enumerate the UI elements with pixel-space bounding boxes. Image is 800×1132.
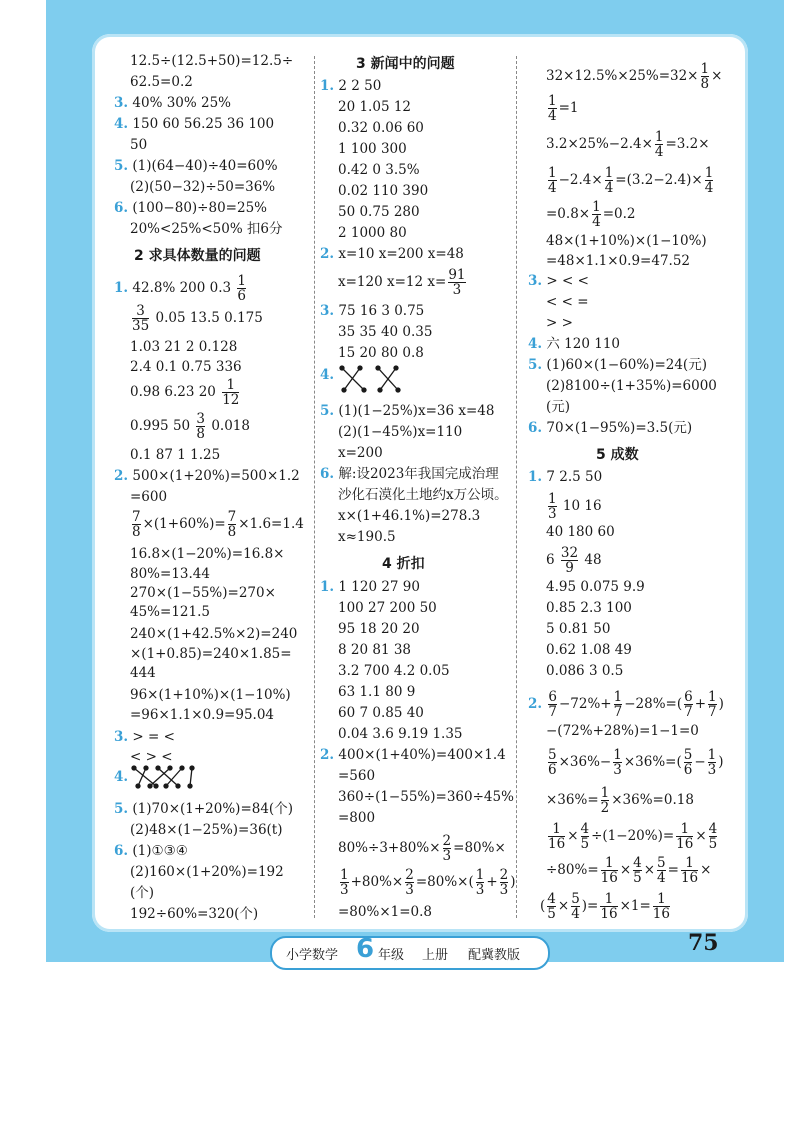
answer-line: 3. > < < (528, 273, 589, 289)
text-line: (2)(50−32)÷50=36% (130, 179, 276, 195)
text-line: 96×(1+10%)×(1−10%) (130, 687, 291, 703)
volume-label: 上册 (422, 948, 449, 963)
text-line: =600 (130, 489, 168, 505)
text-line: (2)8100÷(1+35%)=6000 (546, 378, 717, 394)
text-line: < < = (546, 294, 589, 310)
text-line: 240×(1+42.5%×2)=240 (130, 626, 298, 642)
text-line: 12.5÷(12.5+50)=12.5÷ (130, 53, 294, 69)
answer-line: 3. 75 16 3 0.75 (320, 303, 425, 319)
text-line: =96×1.1×0.9=95.04 (130, 707, 275, 723)
text-line: =560 (338, 768, 376, 784)
answer-line: 1. 7 2.5 50 (528, 469, 603, 485)
text-line: ( $\frac{4}{5}$ × $\frac{5}{4}$ )= $\frac{1}{16}$ ×1= $\frac{1}{16}$ (540, 891, 670, 922)
text-line: 95 18 20 20 (338, 621, 420, 637)
text-line: (个) (130, 885, 155, 901)
subject-label: 小学数学 (286, 948, 339, 963)
text-line: $\frac{5}{6}$ ×36%− $\frac{1}{3}$ ×36%=( $\frac{5}{6}$ − $\frac{1}{3}$ ) (548, 747, 724, 778)
answer-line: 1. 42.8% 200 0.3 $\frac{1}{6}$ (114, 273, 246, 304)
text-line: 444 (130, 665, 156, 681)
text-line: 80%÷3+80%× $\frac{2}{3}$ =80%× (338, 833, 506, 864)
text-line: 35 35 40 0.35 (338, 324, 433, 340)
text-line: 60 7 0.85 40 (338, 705, 424, 721)
text-line: 63 1.1 80 9 (338, 684, 416, 700)
text-line: $\frac{7}{8}$ ×(1+60%)= $\frac{7}{8}$ ×1.6=1.4 (132, 509, 304, 540)
answer-line: 2. 500×(1+20%)=500×1.2 (114, 468, 300, 484)
footer-banner (270, 936, 550, 970)
text-line: 50 (130, 137, 148, 153)
answer-line: 6. (100−80)÷80=25% (114, 200, 267, 216)
text-line: ×36%= $\frac{1}{2}$ ×36%=0.18 (546, 785, 694, 816)
text-line: 32×12.5%×25%=32× $\frac{1}{8}$ × (546, 61, 723, 92)
answer-line: 4. (114, 769, 129, 785)
text-line: 0.02 110 390 (338, 183, 429, 199)
answer-line: 5. (1)60×(1−60%)=24(元) (528, 357, 707, 373)
text-line: < > < (130, 749, 173, 765)
edition-label: 配冀教版 (468, 948, 521, 963)
text-line: 3.2 700 4.2 0.05 (338, 663, 450, 679)
text-line: x=200 (338, 445, 383, 461)
text-line: 15 20 80 0.8 (338, 345, 424, 361)
answer-line: 1. 2 2 50 (320, 78, 382, 94)
text-line: −(72%+28%)=1−1=0 (546, 723, 699, 739)
answer-line: 5. (1)70×(1+20%)=84(个) (114, 801, 293, 817)
text-line: 20 1.05 12 (338, 99, 411, 115)
text-line: x≈190.5 (338, 529, 396, 545)
text-line: 0.85 2.3 100 (546, 600, 632, 616)
text-line: $\frac{3}{35}$ 0.05 13.5 0.175 (132, 303, 263, 334)
answer-line: 6. 解:设2023年我国完成治理 (320, 466, 499, 482)
text-line: 20%<25%<50% 扣6分 (130, 221, 283, 237)
text-line: (2)160×(1+20%)=192 (130, 864, 284, 880)
text-line: 0.086 3 0.5 (546, 663, 624, 679)
text-line: 6 $\frac{32}{9}$ 48 (546, 545, 602, 576)
answer-line: 2. $\frac{6}{7}$ −72%+ $\frac{1}{7}$ −28%=( $\frac{6}{7}$ + $\frac{1}{7}$ ) (528, 689, 724, 720)
text-line: =800 (338, 810, 376, 826)
text-line: 48×(1+10%)×(1−10%) (546, 233, 707, 249)
text-line: 1 100 300 (338, 141, 407, 157)
text-line: (元) (546, 399, 571, 415)
text-line: 100 27 200 50 (338, 600, 437, 616)
section-heading: 2 求具体数量的问题 (134, 248, 261, 264)
text-line: 0.995 50 $\frac{3}{8}$ 0.018 (130, 411, 250, 442)
text-line: =80%×1=0.8 (338, 904, 432, 920)
answer-line: 5. (1)(1−25%)x=36 x=48 (320, 403, 495, 419)
text-line: 沙化石漠化土地约x万公顷。 (338, 487, 508, 503)
answer-line: 6. (1)①③④ (114, 843, 188, 859)
answer-line: 4. 150 60 56.25 36 100 (114, 116, 275, 132)
section-heading: 5 成数 (596, 447, 639, 463)
text-line: 0.32 0.06 60 (338, 120, 424, 136)
answer-line: 2. x=10 x=200 x=48 (320, 246, 464, 262)
text-line: 0.42 0 3.5% (338, 162, 420, 178)
matching-lines-diagram (338, 364, 402, 394)
answer-line: 6. 70×(1−95%)=3.5(元) (528, 420, 693, 436)
text-line: 45%=121.5 (130, 604, 210, 620)
grade-number: 6 (356, 934, 375, 964)
text-line: $\frac{1}{3}$ 10 16 (548, 491, 602, 522)
text-line: (2)48×(1−25%)=36(t) (130, 822, 283, 838)
text-line: 62.5=0.2 (130, 74, 193, 90)
text-line: 0.1 87 1 1.25 (130, 447, 221, 463)
answer-line: 5. (1)(64−40)÷40=60% (114, 158, 278, 174)
column-divider-2 (516, 56, 517, 918)
answer-line: 3. > = < (114, 729, 175, 745)
answer-line: 4. (320, 367, 335, 383)
text-line: > > (546, 315, 573, 331)
text-line: 50 0.75 280 (338, 204, 420, 220)
text-line: x×(1+46.1%)=278.3 (338, 508, 481, 524)
text-line: 2.4 0.1 0.75 336 (130, 359, 242, 375)
page-number: 75 (688, 930, 719, 956)
text-line: 360÷(1−55%)=360÷45% (338, 789, 514, 805)
answer-line: 3. 40% 30% 25% (114, 95, 231, 111)
text-line: 1.03 21 2 0.128 (130, 339, 238, 355)
text-line: ÷80%= $\frac{1}{16}$ × $\frac{4}{5}$ × $\frac{5}{4}$ = $\frac{1}{16}$ × (546, 855, 712, 886)
text-line: 80%=13.44 (130, 566, 210, 582)
text-line: =48×1.1×0.9=47.52 (546, 253, 691, 269)
text-line: $\frac{1}{4}$ =1 (548, 93, 579, 124)
text-line: 270×(1−55%)=270× (130, 585, 276, 601)
text-line: 40 180 60 (546, 524, 615, 540)
text-line: 0.04 3.6 9.19 1.35 (338, 726, 463, 742)
answer-line: 2. 400×(1+40%)=400×1.4 (320, 747, 506, 763)
text-line: $\frac{1}{3}$ +80%× $\frac{2}{3}$ =80%×( $\frac{1}{3}$ + $\frac{2}{3}$ ) (340, 867, 516, 898)
text-line: =0.8× $\frac{1}{4}$ =0.2 (546, 199, 636, 230)
text-line: $\frac{1}{4}$ −2.4× $\frac{1}{4}$ =(3.2−2.4)× $\frac{1}{4}$ (548, 165, 714, 196)
column-divider-1 (314, 56, 315, 918)
text-line: 4.95 0.075 9.9 (546, 579, 645, 595)
grade-label: 年级 (378, 948, 405, 963)
section-heading: 4 折扣 (382, 556, 425, 572)
text-line: 2 1000 80 (338, 225, 407, 241)
text-line: 0.62 1.08 49 (546, 642, 632, 658)
text-line: 192÷60%=320(个) (130, 906, 259, 922)
text-line: 5 0.81 50 (546, 621, 611, 637)
matching-lines-diagram (130, 764, 200, 790)
text-line: 8 20 81 38 (338, 642, 411, 658)
section-heading: 3 新闻中的问题 (356, 56, 455, 72)
text-line: (2)(1−45%)x=110 (338, 424, 463, 440)
answer-line: 1. 1 120 27 90 (320, 579, 420, 595)
text-line: $\frac{1}{16}$ × $\frac{4}{5}$ ÷(1−20%)= $\frac{1}{16}$ × $\frac{4}{5}$ (548, 821, 718, 852)
text-line: 3.2×25%−2.4× $\frac{1}{4}$ =3.2× (546, 129, 710, 160)
text-line: x=120 x=12 x= $\frac{91}{3}$ (338, 267, 466, 298)
text-line: 16.8×(1−20%)=16.8× (130, 546, 285, 562)
text-line: ×(1+0.85)=240×1.85= (130, 646, 292, 662)
text-line: 0.98 6.23 20 $\frac{1}{12}$ (130, 377, 240, 408)
answer-line: 4. 六 120 110 (528, 336, 621, 352)
